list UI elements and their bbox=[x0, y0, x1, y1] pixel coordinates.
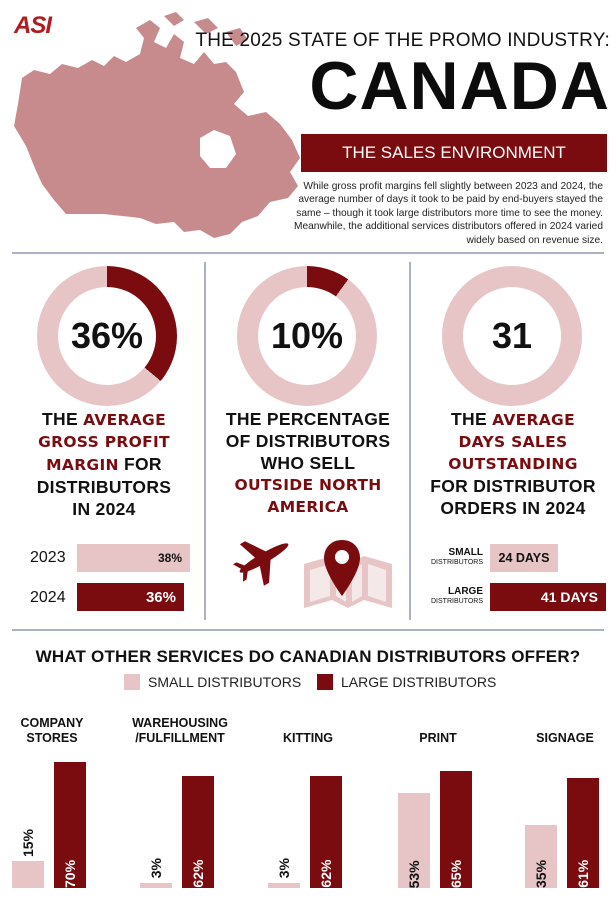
margin-bar-2023-label: 38% bbox=[157, 551, 182, 565]
bar-value-label: 3% bbox=[148, 858, 164, 879]
bar-value-label: 15% bbox=[20, 828, 36, 857]
margin-bar-2024-label: 36% bbox=[145, 588, 176, 606]
intro-paragraph: While gross profit margins fell slightly between 2023 and 2024, the average number of days it took to be paid by end-buyers stayed the same – though it took large distributors more time to see the money. Meanwhile, the additional services distributors offered in 2024 varied widely based on revenue size. bbox=[293, 181, 603, 246]
caption-highlight: AVERAGE bbox=[83, 411, 166, 429]
caption-highlight: OUTSIDE NORTH bbox=[234, 476, 382, 494]
category-label-line: /FULFILLMENT bbox=[135, 731, 225, 745]
year-label-2023: 2023 bbox=[30, 549, 66, 566]
bar-value-label: 62% bbox=[190, 859, 206, 888]
category-label-line: WAREHOUSING bbox=[132, 716, 228, 730]
bar-value-label: 62% bbox=[318, 859, 334, 888]
dso-large-bar-label: 41 DAYS bbox=[540, 589, 598, 605]
outside-na-caption bbox=[210, 408, 406, 518]
caption-text: ORDERS IN 2024 bbox=[440, 498, 586, 518]
country-title: CANADA bbox=[309, 48, 610, 124]
dso-value: 31 bbox=[463, 287, 561, 385]
caption-highlight: DAYS SALES bbox=[458, 433, 568, 451]
dso-small-label-text: SMALL bbox=[448, 547, 483, 558]
divider-top bbox=[12, 252, 604, 254]
category-label-line: STORES bbox=[26, 731, 78, 745]
bar-value-label: 3% bbox=[276, 858, 292, 879]
dso-small-label bbox=[415, 548, 483, 568]
caption-text: THE bbox=[42, 409, 84, 429]
legend-large bbox=[317, 674, 496, 690]
category-label bbox=[378, 731, 498, 746]
bar-small bbox=[268, 858, 300, 888]
chart-title: WHAT OTHER SERVICES DO CANADIAN DISTRIBUTORS OFFER? bbox=[35, 647, 581, 666]
dso-small-sublabel: DISTRIBUTORS bbox=[431, 559, 483, 566]
airplane-icon bbox=[232, 530, 296, 586]
dso-small-bar-label: 24 DAYS bbox=[498, 551, 550, 565]
dso-large-label-text: LARGE bbox=[448, 586, 483, 597]
category-label-line: COMPANY bbox=[20, 716, 84, 730]
caption-highlight: GROSS PROFIT bbox=[38, 433, 170, 451]
category-label bbox=[0, 716, 112, 746]
bar-small bbox=[525, 825, 557, 888]
bar-large bbox=[440, 771, 472, 888]
caption-text: OF DISTRIBUTORS bbox=[225, 431, 391, 451]
bar-large bbox=[54, 762, 86, 888]
gross-margin-caption bbox=[10, 408, 198, 520]
dso-ring bbox=[442, 266, 582, 406]
bar-value-label: 70% bbox=[62, 859, 78, 888]
caption-highlight: AVERAGE bbox=[492, 411, 575, 429]
gross-margin-value: 36% bbox=[58, 287, 156, 385]
category-label-line: SIGNAGE bbox=[536, 731, 594, 745]
caption-text: WHO SELL bbox=[260, 453, 356, 473]
bar-value-label: 35% bbox=[533, 859, 549, 888]
bar-small bbox=[398, 793, 430, 888]
category-label bbox=[120, 716, 240, 746]
caption-text: IN 2024 bbox=[72, 499, 136, 519]
bar-small bbox=[140, 858, 172, 888]
category-label-line: PRINT bbox=[419, 731, 457, 745]
legend-label-small: SMALL DISTRIBUTORS bbox=[148, 674, 302, 690]
caption-text: THE PERCENTAGE bbox=[225, 409, 391, 429]
bar-large bbox=[567, 778, 599, 888]
margin-bar-2023 bbox=[77, 544, 190, 572]
year-label-2024: 2024 bbox=[30, 589, 66, 606]
dso-large-sublabel: DISTRIBUTORS bbox=[431, 598, 483, 605]
legend-swatch-small bbox=[124, 674, 140, 690]
map-pin-icon bbox=[322, 538, 362, 598]
category-label bbox=[248, 731, 368, 746]
dso-large-bar bbox=[490, 583, 606, 611]
category-label-line: KITTING bbox=[283, 731, 333, 745]
section-banner bbox=[301, 134, 607, 172]
bar-value-label: 53% bbox=[406, 859, 422, 888]
divider-mid bbox=[12, 629, 604, 631]
dso-large-label bbox=[415, 587, 483, 607]
dso-caption bbox=[416, 408, 610, 519]
bar-value-label: 61% bbox=[575, 859, 591, 888]
caption-text: THE bbox=[451, 409, 493, 429]
outside-na-ring bbox=[237, 266, 377, 406]
caption-highlight: MARGIN bbox=[46, 456, 119, 474]
legend-swatch-large bbox=[317, 674, 333, 690]
section-banner-label: THE SALES ENVIRONMENT bbox=[342, 143, 566, 162]
margin-bar-2024 bbox=[77, 583, 184, 611]
services-chart bbox=[0, 700, 616, 890]
bar-large bbox=[182, 776, 214, 888]
headline: THE 2025 STATE OF THE PROMO INDUSTRY: bbox=[195, 30, 610, 51]
bar-value-label: 65% bbox=[448, 859, 464, 888]
legend-label-large: LARGE DISTRIBUTORS bbox=[341, 674, 497, 690]
caption-highlight: OUTSTANDING bbox=[448, 455, 578, 473]
outside-na-value: 10% bbox=[258, 287, 356, 385]
bar-small bbox=[12, 828, 44, 888]
legend-small bbox=[124, 674, 301, 690]
gross-margin-ring bbox=[37, 266, 177, 406]
caption-text: FOR DISTRIBUTOR bbox=[430, 476, 596, 496]
caption-text: FOR bbox=[118, 454, 162, 474]
caption-highlight: AMERICA bbox=[267, 498, 349, 516]
category-label bbox=[505, 731, 616, 746]
caption-text: DISTRIBUTORS bbox=[36, 477, 172, 497]
asi-logo: ASI bbox=[14, 12, 52, 39]
bar-large bbox=[310, 776, 342, 888]
divider-col-1 bbox=[204, 262, 206, 620]
divider-col-2 bbox=[409, 262, 411, 620]
dso-small-bar bbox=[490, 544, 558, 572]
